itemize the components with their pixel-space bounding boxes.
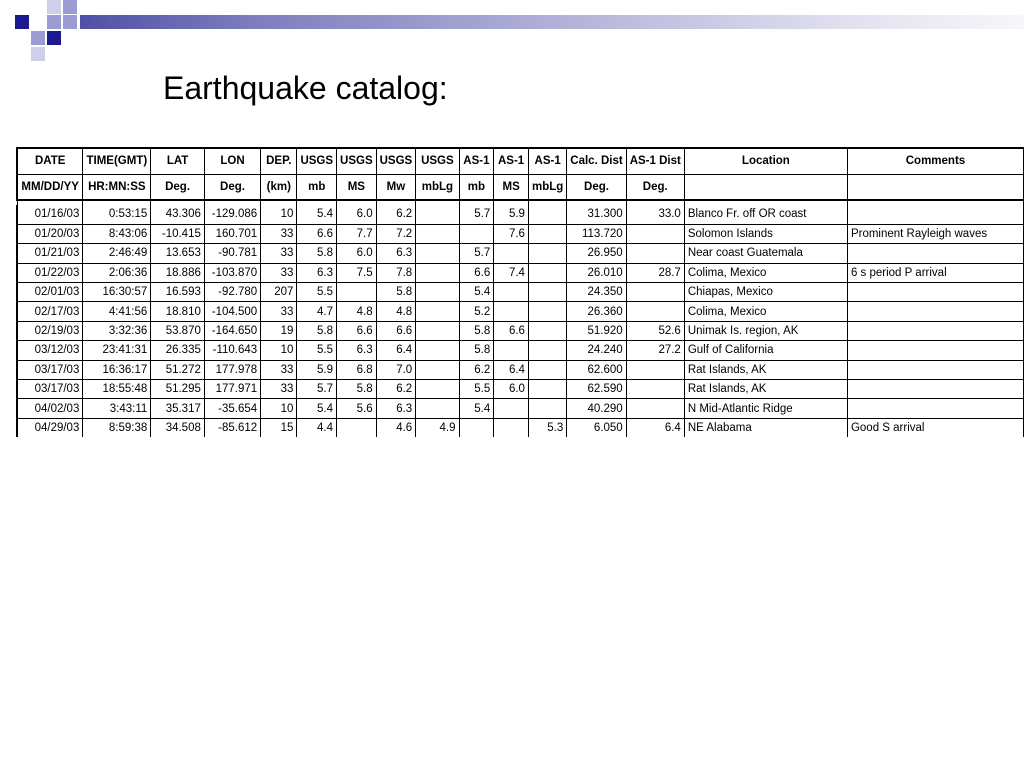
table-cell: [416, 380, 459, 399]
column-header: mb: [297, 174, 337, 200]
table-row: [17, 302, 1024, 321]
table-cell: 7.8: [376, 263, 416, 282]
table-cell: 62.590: [567, 380, 626, 399]
table-cell: -90.781: [204, 244, 260, 263]
table-cell: 04/02/03: [17, 399, 83, 418]
table-cell: [337, 283, 377, 302]
table-cell: 6.0: [337, 244, 377, 263]
column-header: Deg.: [151, 174, 205, 200]
table-cell: 24.240: [567, 341, 626, 360]
table-cell: 5.8: [459, 341, 494, 360]
earthquake-catalog-table: [16, 147, 1024, 437]
table-cell: [494, 283, 529, 302]
table-cell: 01/21/03: [17, 244, 83, 263]
column-header: mbLg: [416, 174, 459, 200]
table-cell: 7.0: [376, 360, 416, 379]
column-header: LON: [204, 148, 260, 174]
table-cell: [847, 321, 1023, 340]
table-cell: 23:41:31: [83, 341, 151, 360]
table-cell: [528, 341, 566, 360]
table-cell: [528, 321, 566, 340]
column-header: AS-1 Dist: [626, 148, 684, 174]
table-cell: 6.6: [494, 321, 529, 340]
table-cell: 5.8: [297, 244, 337, 263]
table-cell: 13.653: [151, 244, 205, 263]
table-cell: 4.9: [416, 418, 459, 437]
column-header: HR:MN:SS: [83, 174, 151, 200]
table-cell: [528, 224, 566, 243]
table-cell: 6.2: [376, 205, 416, 224]
table-cell: 52.6: [626, 321, 684, 340]
corner-square-mid-right2: [63, 15, 77, 29]
column-header: Location: [684, 148, 847, 174]
table-cell: 62.600: [567, 360, 626, 379]
table-cell: 5.2: [459, 302, 494, 321]
table-cell: 6.2: [376, 380, 416, 399]
column-header: mbLg: [528, 174, 566, 200]
table-cell: 6.3: [376, 244, 416, 263]
table-cell: 6.0: [337, 205, 377, 224]
table-cell: 5.5: [297, 283, 337, 302]
table-cell: [416, 244, 459, 263]
column-header: TIME(GMT): [83, 148, 151, 174]
table-cell: 5.4: [459, 283, 494, 302]
corner-square-light-low: [31, 47, 45, 61]
table-cell: 5.4: [297, 399, 337, 418]
table-cell: 16:36:17: [83, 360, 151, 379]
table-row: [17, 224, 1024, 243]
table-cell: 2:06:36: [83, 263, 151, 282]
table-cell: [847, 360, 1023, 379]
table-cell: [847, 283, 1023, 302]
column-header: AS-1: [494, 148, 529, 174]
table-cell: 6.3: [376, 399, 416, 418]
table-cell: [626, 244, 684, 263]
table-cell: 6.4: [494, 360, 529, 379]
corner-square-dark-low: [47, 31, 61, 45]
column-header: AS-1: [528, 148, 566, 174]
table-cell: 7.7: [337, 224, 377, 243]
table-cell: 6.6: [376, 321, 416, 340]
corner-square-mid: [47, 15, 61, 29]
column-header: Comments: [847, 148, 1023, 174]
table-cell: [494, 399, 529, 418]
table-cell: [847, 205, 1023, 224]
table-cell: 02/19/03: [17, 321, 83, 340]
table-cell: 5.5: [297, 341, 337, 360]
table-cell: [626, 380, 684, 399]
table-cell: 207: [261, 283, 297, 302]
table-cell: 5.4: [297, 205, 337, 224]
table-cell: [494, 244, 529, 263]
corner-square-mid-low: [31, 31, 45, 45]
table-cell: [847, 380, 1023, 399]
table-cell: NE Alabama: [684, 418, 847, 437]
table-cell: Gulf of California: [684, 341, 847, 360]
table-cell: 4.4: [297, 418, 337, 437]
table-cell: 51.920: [567, 321, 626, 340]
table-cell: 4.8: [376, 302, 416, 321]
table-cell: Near coast Guatemala: [684, 244, 847, 263]
table-cell: 19: [261, 321, 297, 340]
table-cell: 28.7: [626, 263, 684, 282]
table-cell: 5.3: [528, 418, 566, 437]
column-header: MM/DD/YY: [17, 174, 83, 200]
table-cell: 6.6: [459, 263, 494, 282]
table-cell: 33: [261, 263, 297, 282]
table-cell: [626, 360, 684, 379]
table-cell: Rat Islands, AK: [684, 380, 847, 399]
header-gradient-bar: [80, 15, 1024, 29]
table-cell: -103.870: [204, 263, 260, 282]
table-cell: 26.010: [567, 263, 626, 282]
table-cell: 15: [261, 418, 297, 437]
table-cell: 0:53:15: [83, 205, 151, 224]
table-cell: [416, 341, 459, 360]
table-cell: 6.6: [297, 224, 337, 243]
table-cell: 5.7: [459, 244, 494, 263]
table-cell: [337, 418, 377, 437]
table-cell: 33: [261, 224, 297, 243]
table-cell: [847, 302, 1023, 321]
table-cell: 5.8: [337, 380, 377, 399]
column-header: USGS: [416, 148, 459, 174]
table-cell: [416, 360, 459, 379]
table-cell: 6.6: [337, 321, 377, 340]
catalog-table-container: [16, 147, 1024, 437]
table-cell: 6.0: [494, 380, 529, 399]
header-row-2: [17, 174, 1024, 200]
column-header: Deg.: [567, 174, 626, 200]
table-cell: 10: [261, 399, 297, 418]
table-cell: [847, 399, 1023, 418]
table-cell: [494, 341, 529, 360]
table-cell: [528, 380, 566, 399]
table-cell: 6.4: [376, 341, 416, 360]
table-cell: 6.2: [459, 360, 494, 379]
column-header: USGS: [337, 148, 377, 174]
table-cell: Good S arrival: [847, 418, 1023, 437]
table-cell: 6.4: [626, 418, 684, 437]
table-cell: -129.086: [204, 205, 260, 224]
corner-square-mid-right: [63, 0, 77, 14]
table-cell: 5.9: [494, 205, 529, 224]
table-cell: 8:43:06: [83, 224, 151, 243]
column-header: AS-1: [459, 148, 494, 174]
column-header: MS: [337, 174, 377, 200]
table-cell: [416, 205, 459, 224]
table-cell: 40.290: [567, 399, 626, 418]
table-cell: Rat Islands, AK: [684, 360, 847, 379]
corner-square-light-top: [47, 0, 61, 14]
table-cell: [494, 418, 529, 437]
table-cell: 7.6: [494, 224, 529, 243]
column-header: [684, 174, 847, 200]
table-cell: 5.7: [459, 205, 494, 224]
table-cell: -110.643: [204, 341, 260, 360]
table-cell: 5.8: [297, 321, 337, 340]
table-cell: 03/17/03: [17, 380, 83, 399]
table-row: [17, 380, 1024, 399]
table-cell: 16:30:57: [83, 283, 151, 302]
table-cell: 5.6: [337, 399, 377, 418]
table-cell: [416, 283, 459, 302]
table-cell: 3:32:36: [83, 321, 151, 340]
table-cell: 160.701: [204, 224, 260, 243]
table-cell: -35.654: [204, 399, 260, 418]
table-cell: Unimak Is. region, AK: [684, 321, 847, 340]
table-cell: [528, 360, 566, 379]
table-row: [17, 399, 1024, 418]
table-cell: [528, 263, 566, 282]
column-header: DATE: [17, 148, 83, 174]
column-header: Mw: [376, 174, 416, 200]
table-cell: Solomon Islands: [684, 224, 847, 243]
table-cell: 24.350: [567, 283, 626, 302]
table-cell: [847, 341, 1023, 360]
header-row-1: [17, 148, 1024, 174]
table-cell: 03/12/03: [17, 341, 83, 360]
table-cell: -85.612: [204, 418, 260, 437]
table-row: [17, 205, 1024, 224]
table-cell: 113.720: [567, 224, 626, 243]
table-row: [17, 244, 1024, 263]
table-cell: Colima, Mexico: [684, 263, 847, 282]
table-cell: 33: [261, 302, 297, 321]
table-cell: 33: [261, 244, 297, 263]
table-cell: [528, 283, 566, 302]
table-cell: 5.9: [297, 360, 337, 379]
table-cell: 33: [261, 380, 297, 399]
table-cell: 10: [261, 205, 297, 224]
table-cell: [626, 399, 684, 418]
table-cell: [528, 399, 566, 418]
table-cell: 35.317: [151, 399, 205, 418]
table-cell: 26.360: [567, 302, 626, 321]
table-cell: 18.886: [151, 263, 205, 282]
table-row: [17, 360, 1024, 379]
table-cell: 33: [261, 360, 297, 379]
column-header: LAT: [151, 148, 205, 174]
table-cell: -10.415: [151, 224, 205, 243]
table-cell: [416, 224, 459, 243]
table-cell: 6.3: [297, 263, 337, 282]
table-cell: [459, 224, 494, 243]
table-cell: [626, 302, 684, 321]
table-cell: -92.780: [204, 283, 260, 302]
table-cell: 16.593: [151, 283, 205, 302]
slide-title: Earthquake catalog:: [163, 70, 448, 106]
column-header: Deg.: [204, 174, 260, 200]
table-cell: 6 s period P arrival: [847, 263, 1023, 282]
table-cell: 33.0: [626, 205, 684, 224]
column-header: MS: [494, 174, 529, 200]
column-header: Deg.: [626, 174, 684, 200]
table-cell: 7.4: [494, 263, 529, 282]
table-cell: [416, 263, 459, 282]
table-cell: [416, 321, 459, 340]
table-row: [17, 263, 1024, 282]
table-cell: 8:59:38: [83, 418, 151, 437]
column-header: [847, 174, 1023, 200]
table-cell: 31.300: [567, 205, 626, 224]
table-cell: 34.508: [151, 418, 205, 437]
table-cell: 5.5: [459, 380, 494, 399]
table-cell: 5.8: [459, 321, 494, 340]
table-cell: -104.500: [204, 302, 260, 321]
table-cell: 26.950: [567, 244, 626, 263]
table-cell: [494, 302, 529, 321]
table-cell: 01/16/03: [17, 205, 83, 224]
table-cell: 43.306: [151, 205, 205, 224]
table-cell: [459, 418, 494, 437]
table-cell: 51.295: [151, 380, 205, 399]
table-cell: 5.7: [297, 380, 337, 399]
table-cell: Colima, Mexico: [684, 302, 847, 321]
table-cell: 4.7: [297, 302, 337, 321]
table-cell: 27.2: [626, 341, 684, 360]
table-cell: [528, 244, 566, 263]
table-cell: 4.8: [337, 302, 377, 321]
table-cell: 6.050: [567, 418, 626, 437]
column-header: USGS: [376, 148, 416, 174]
table-cell: 5.4: [459, 399, 494, 418]
table-cell: 177.978: [204, 360, 260, 379]
table-cell: 2:46:49: [83, 244, 151, 263]
table-cell: 01/22/03: [17, 263, 83, 282]
table-cell: [626, 224, 684, 243]
catalog-table-body: [17, 205, 1024, 437]
table-row: [17, 341, 1024, 360]
table-cell: 04/29/03: [17, 418, 83, 437]
column-header: USGS: [297, 148, 337, 174]
table-cell: 02/01/03: [17, 283, 83, 302]
table-cell: 18.810: [151, 302, 205, 321]
table-row: [17, 418, 1024, 437]
table-cell: Blanco Fr. off OR coast: [684, 205, 847, 224]
table-cell: -164.650: [204, 321, 260, 340]
corner-square-dark: [15, 15, 29, 29]
table-cell: [626, 283, 684, 302]
table-cell: 03/17/03: [17, 360, 83, 379]
column-header: mb: [459, 174, 494, 200]
table-cell: 02/17/03: [17, 302, 83, 321]
table-cell: 7.5: [337, 263, 377, 282]
table-cell: 7.2: [376, 224, 416, 243]
table-cell: 5.8: [376, 283, 416, 302]
table-cell: 4:41:56: [83, 302, 151, 321]
table-row: [17, 321, 1024, 340]
table-cell: [416, 302, 459, 321]
table-cell: N Mid-Atlantic Ridge: [684, 399, 847, 418]
table-cell: 177.971: [204, 380, 260, 399]
table-cell: 4.6: [376, 418, 416, 437]
table-cell: 10: [261, 341, 297, 360]
table-cell: [528, 205, 566, 224]
table-cell: Prominent Rayleigh waves: [847, 224, 1023, 243]
table-cell: 3:43:11: [83, 399, 151, 418]
table-cell: [528, 302, 566, 321]
table-cell: [416, 399, 459, 418]
table-cell: 26.335: [151, 341, 205, 360]
column-header: (km): [261, 174, 297, 200]
table-cell: 6.8: [337, 360, 377, 379]
table-cell: 01/20/03: [17, 224, 83, 243]
table-cell: Chiapas, Mexico: [684, 283, 847, 302]
table-cell: 51.272: [151, 360, 205, 379]
table-cell: [847, 244, 1023, 263]
table-cell: 53.870: [151, 321, 205, 340]
column-header: DEP.: [261, 148, 297, 174]
column-header: Calc. Dist: [567, 148, 626, 174]
table-cell: 18:55:48: [83, 380, 151, 399]
table-row: [17, 283, 1024, 302]
table-cell: 6.3: [337, 341, 377, 360]
